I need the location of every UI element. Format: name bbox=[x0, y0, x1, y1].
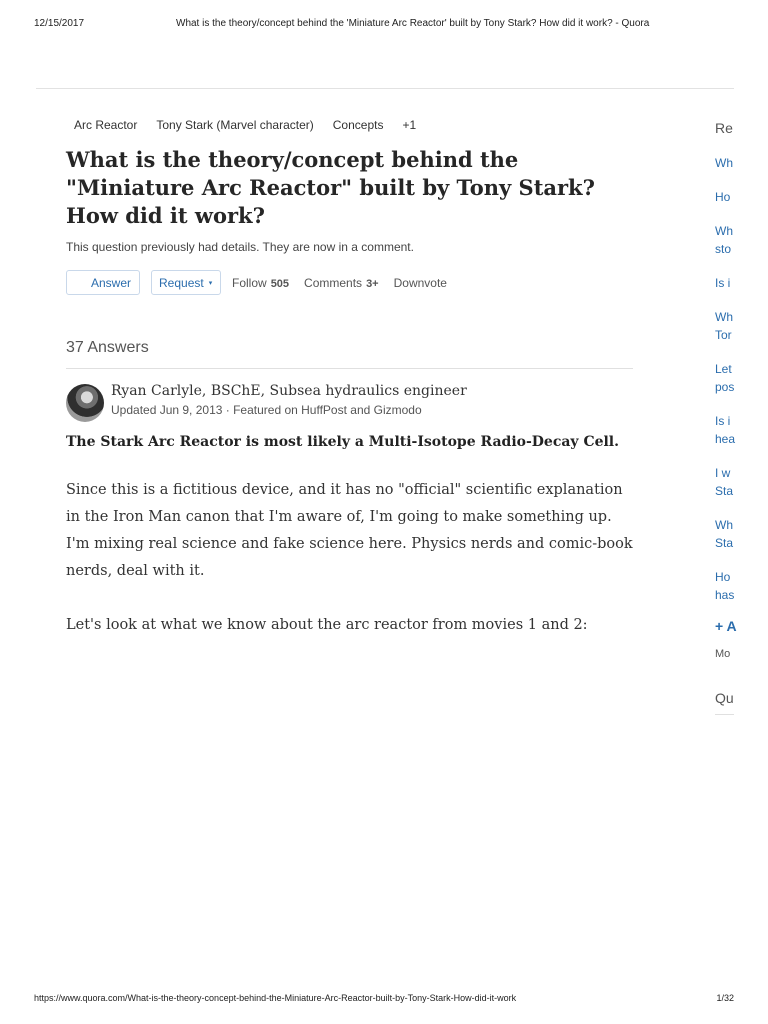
request-button-label: Request bbox=[159, 275, 204, 290]
follow-label: Follow bbox=[232, 275, 267, 290]
author-name[interactable]: Ryan Carlyle, BSChE, Subsea hydraulics engineer bbox=[111, 383, 467, 399]
more-related-link[interactable]: Mo bbox=[715, 648, 731, 660]
answer-paragraph-2: Let's look at what we know about the arc reactor from movies 1 and 2: bbox=[66, 617, 588, 633]
answer-paragraph-1: Since this is a fictitious device, and it has no "official" scientific explanation in the Iron Man canon that I'm aware of, I'm going to make something up. I'm mixing real science and fake science here. Physics nerds and comic-book nerds, deal with it. bbox=[66, 482, 633, 579]
topic-more[interactable]: +1 bbox=[402, 118, 417, 132]
related-link-text: Wh bbox=[715, 310, 733, 324]
related-link-text: Tor bbox=[715, 328, 732, 342]
chevron-down-icon: ▾ bbox=[208, 279, 213, 287]
related-link-text: Wh bbox=[715, 224, 733, 238]
answer-button-label: Answer bbox=[91, 275, 132, 290]
comments-button[interactable] bbox=[304, 276, 379, 290]
related-link-text: pos bbox=[715, 380, 735, 394]
related-link-2[interactable] bbox=[715, 188, 734, 206]
avatar[interactable] bbox=[66, 384, 104, 422]
related-link-8[interactable] bbox=[715, 464, 734, 500]
related-link-text: Is i bbox=[715, 276, 731, 290]
request-button[interactable] bbox=[151, 270, 221, 295]
answer-header bbox=[66, 384, 634, 422]
related-link-text: Ho bbox=[715, 190, 731, 204]
answer-button[interactable] bbox=[66, 270, 140, 295]
related-link-6[interactable] bbox=[715, 360, 734, 396]
follow-count: 505 bbox=[270, 277, 290, 290]
topic-concepts[interactable]: Concepts bbox=[332, 118, 384, 132]
related-link-10[interactable] bbox=[715, 568, 734, 604]
related-link-text: Sta bbox=[715, 536, 734, 550]
related-link-7[interactable] bbox=[715, 412, 734, 448]
details-note: This question previously had details. They are now in a comment. bbox=[66, 240, 414, 254]
follow-button[interactable] bbox=[232, 276, 289, 290]
related-link-text: Wh bbox=[715, 518, 733, 532]
related-link-3[interactable] bbox=[715, 222, 734, 258]
answers-count: 37 Answers bbox=[66, 339, 149, 356]
related-link-text: Wh bbox=[715, 156, 733, 170]
related-link-text: I w bbox=[715, 466, 731, 480]
questions-heading: Qu bbox=[715, 690, 734, 706]
sidebar-divider bbox=[715, 714, 734, 715]
related-link-1[interactable] bbox=[715, 154, 734, 172]
author-info bbox=[111, 383, 467, 417]
comments-count: 3+ bbox=[366, 277, 379, 290]
related-link-text: sto bbox=[715, 242, 732, 256]
topic-tony-stark[interactable]: Tony Stark (Marvel character) bbox=[156, 118, 314, 132]
print-date: 12/15/2017 bbox=[34, 18, 85, 29]
answer-lead: The Stark Arc Reactor is most likely a Multi-Isotope Radio-Decay Cell. bbox=[66, 434, 619, 450]
related-link-9[interactable] bbox=[715, 516, 734, 552]
related-sidebar bbox=[715, 118, 737, 715]
question-title: What is the theory/concept behind the "Miniature Arc Reactor" built by Tony Stark? How did it work? bbox=[66, 147, 595, 228]
answers-divider bbox=[66, 368, 633, 369]
related-heading: Re bbox=[715, 120, 733, 136]
topic-arc-reactor[interactable]: Arc Reactor bbox=[74, 118, 138, 132]
related-link-text: Ho bbox=[715, 570, 731, 584]
answer-meta: Updated Jun 9, 2013 · Featured on HuffPost and Gizmodo bbox=[111, 403, 422, 417]
downvote-button[interactable]: Downvote bbox=[393, 275, 447, 290]
ask-new-question-button[interactable]: + A bbox=[715, 618, 737, 634]
related-link-text: Let bbox=[715, 362, 732, 376]
topic-list bbox=[74, 118, 634, 132]
print-title: What is the theory/concept behind the 'Miniature Arc Reactor' built by Tony Stark? How did it work? - Quora bbox=[176, 18, 650, 29]
question-actions bbox=[66, 270, 634, 295]
print-url: https://www.quora.com/What-is-the-theory-concept-behind-the-Miniature-Arc-Reactor-built-by-Tony-Stark-How-did-it-work bbox=[34, 993, 517, 1003]
related-link-text: has bbox=[715, 588, 735, 602]
related-link-4[interactable] bbox=[715, 274, 734, 292]
related-link-text: Sta bbox=[715, 484, 734, 498]
header-divider bbox=[36, 88, 734, 89]
related-link-text: Is i bbox=[715, 414, 731, 428]
main-column bbox=[66, 118, 634, 639]
related-link-5[interactable] bbox=[715, 308, 734, 344]
comments-label: Comments bbox=[304, 275, 363, 290]
print-page-number: 1/32 bbox=[716, 993, 734, 1003]
related-link-text: hea bbox=[715, 432, 736, 446]
